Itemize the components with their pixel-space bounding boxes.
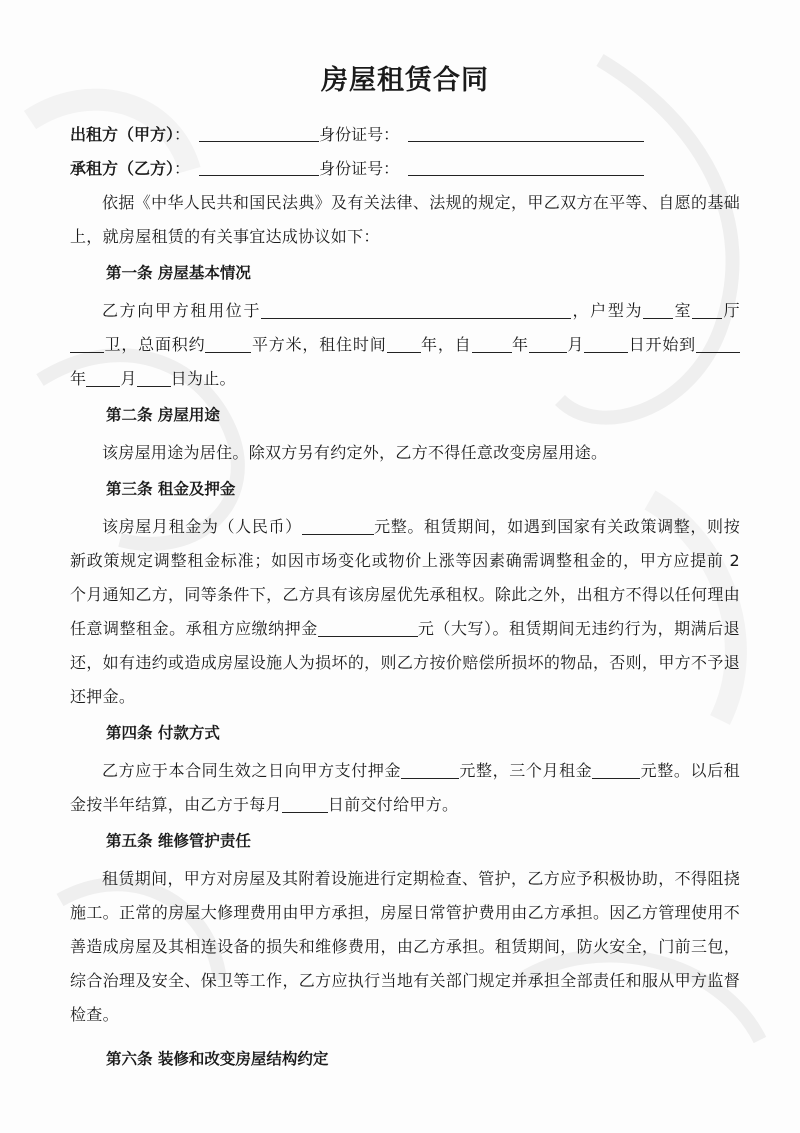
page-title: 房屋租赁合同 — [321, 65, 489, 96]
art4-text-4: 日前交付给甲方。 — [327, 795, 459, 814]
area-field[interactable] — [205, 334, 251, 353]
art1-text-4: 厅 — [722, 301, 740, 320]
lessor-id-label: 身份证号： — [319, 125, 400, 144]
end-month-field[interactable] — [86, 368, 120, 387]
lessor-name-field[interactable] — [199, 123, 319, 142]
intro-paragraph: 依据《中华人民共和国民法典》及有关法律、法规的规定，甲乙双方在平等、自愿的基础上，就房屋租赁的有关事宜达成协议如下： — [70, 193, 740, 246]
art1-text-3: 室 — [673, 301, 693, 320]
deposit-payment-field[interactable] — [401, 760, 459, 779]
deposit-field[interactable] — [318, 618, 418, 637]
art1-text-1: 乙方向甲方租用位于 — [102, 301, 262, 320]
art1-text-11: 年 — [70, 369, 87, 388]
art1-text-5: 卫，总面积约 — [104, 335, 206, 354]
payment-day-field[interactable] — [282, 794, 328, 813]
article-2-heading: 第二条 房屋用途 — [106, 406, 220, 424]
lessor-colon: ： — [174, 125, 191, 144]
article-1-text — [70, 294, 740, 396]
art4-text-1: 乙方应于本合同生效之日向甲方支付押金 — [102, 761, 402, 780]
art1-text-7: 年，自 — [420, 335, 472, 354]
halls-blank[interactable] — [692, 300, 722, 319]
art1-text-12: 月 — [120, 369, 137, 388]
article-5-text: 租赁期间，甲方对房屋及其附着设施进行定期检查、管护，乙方应予积极协助，不得阻挠施工。正常的房屋大修理费用由甲方承担，房屋日常管护费用由乙方承担。因乙方管理使用不善造成房屋及其相连设备的损失和维修费用，由乙方承担。租赁期间，防火安全，门前三包，综合治理及安全、保卫等工作，乙方应执行当地有关部门规定并承担全部责任和服从甲方监督检查。 — [70, 869, 740, 1024]
lessee-colon: ： — [174, 159, 191, 178]
rooms-field[interactable] — [643, 300, 673, 319]
lessor-row — [70, 118, 740, 152]
art1-text-2: ，户型为 — [571, 301, 644, 320]
article-4-heading: 第四条 付款方式 — [106, 724, 220, 742]
lessee-label: 承租方（乙方） — [70, 159, 175, 178]
art1-text-8: 年 — [511, 335, 529, 354]
art1-text-9: 月 — [566, 335, 585, 354]
article-5-heading: 第五条 维修管护责任 — [106, 832, 251, 850]
monthly-rent-field[interactable] — [302, 516, 374, 535]
baths-field[interactable] — [70, 334, 104, 353]
contract-body — [70, 62, 740, 1080]
art1-text-10: 日开始到 — [628, 335, 696, 354]
art4-text-3: 元整。以后租金按半年结算，由乙方于每月 — [70, 761, 740, 814]
art3-text-2: 元整。租赁期间，如遇到国家有关政策调整，则按新政策规定调整租金标准；如因市场变化或物价上涨等因素确需调整租金的，甲方应提前 2 个月通知乙方，同等条件下，乙方具有该房屋优先承租权。除此之外，出租方不得以任何理由任意调整租金。承租方应缴纳押金 — [70, 517, 740, 638]
address-field[interactable] — [261, 300, 571, 319]
article-2-text: 该房屋用途为居住。除双方另有约定外，乙方不得任意改变房屋用途。 — [102, 443, 608, 462]
art4-text-2: 元整，三个月租金 — [459, 761, 593, 780]
lessee-id-label: 身份证号： — [319, 159, 400, 178]
article-4-text — [70, 754, 740, 822]
end-year-field[interactable] — [696, 334, 740, 353]
article-3-text — [70, 510, 740, 714]
lessor-id-field[interactable] — [408, 123, 644, 142]
lessee-name-field[interactable] — [199, 157, 319, 176]
term-years-field[interactable] — [387, 334, 421, 353]
start-year-field[interactable] — [472, 334, 512, 353]
article-6-heading: 第六条 装修和改变房屋结构约定 — [106, 1050, 329, 1068]
start-month-field[interactable] — [529, 334, 567, 353]
article-3-heading: 第三条 租金及押金 — [106, 480, 236, 498]
article-1-heading: 第一条 房屋基本情况 — [106, 264, 251, 282]
art3-text-3: 元（大写）。租赁期间无违约行为，期满后退还，如有违约或造成房屋设施人为损坏的，则乙方按价赔偿所损坏的物品，否则，甲方不予退还押金。 — [70, 619, 740, 706]
lessee-id-field[interactable] — [408, 157, 644, 176]
start-day-field[interactable] — [584, 334, 628, 353]
lessee-row — [70, 152, 740, 186]
end-day-field[interactable] — [137, 368, 171, 387]
three-month-rent-field[interactable] — [592, 760, 640, 779]
art3-text-1: 该房屋月租金为（人民币） — [102, 517, 302, 536]
art1-text-6: 平方米，租住时间 — [251, 335, 387, 354]
art1-text-13: 日为止。 — [170, 369, 236, 388]
lessor-label: 出租方（甲方） — [70, 125, 175, 144]
